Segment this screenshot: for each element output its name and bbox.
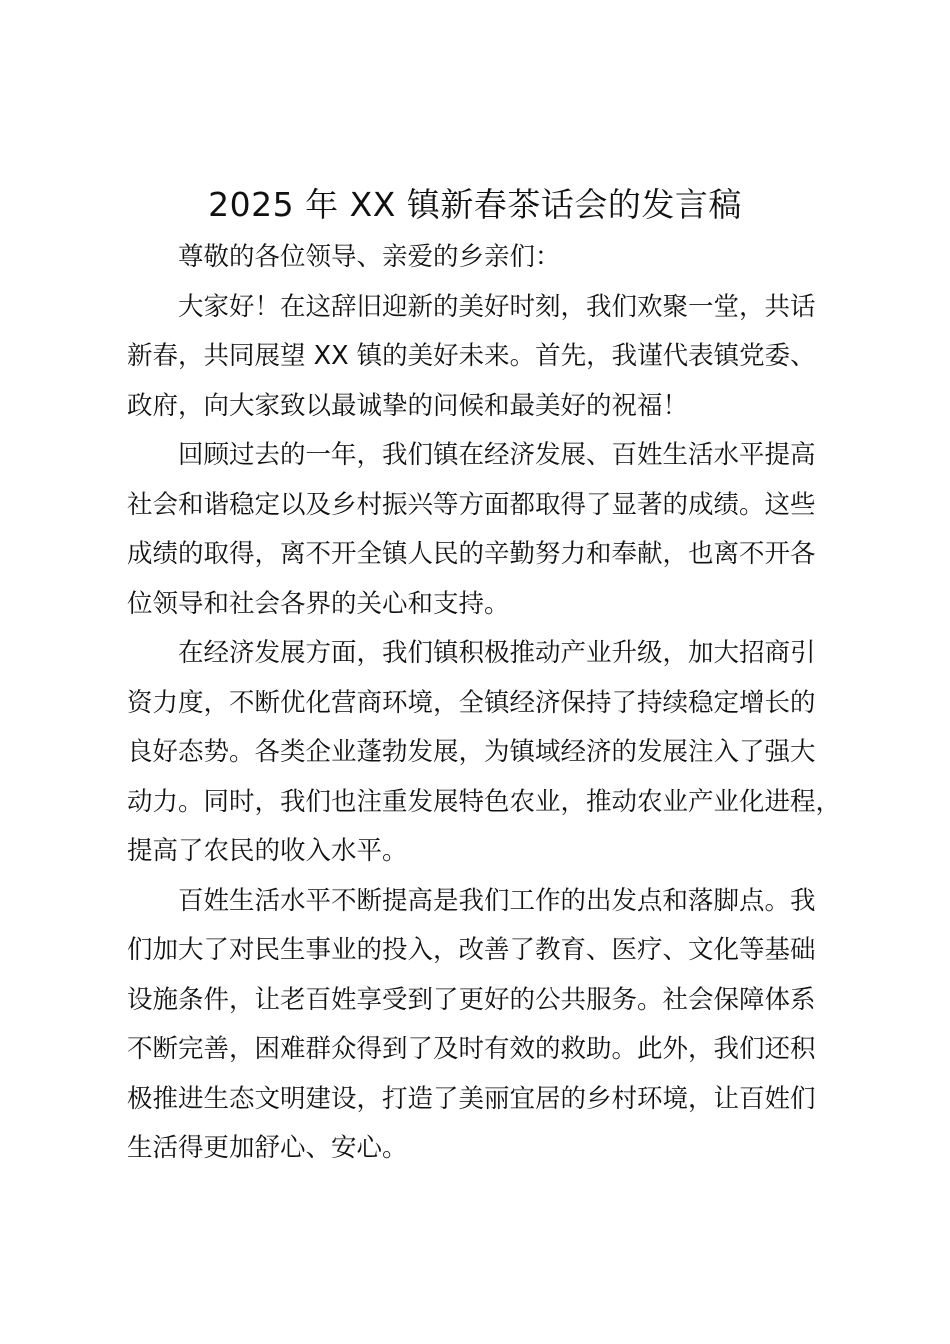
paragraph-salutation: [127, 233, 867, 283]
text-line: 尊敬的各位领导、亲爱的乡亲们：: [178, 242, 561, 272]
text-line: 政府，向大家致以最诚挚的问候和最美好的祝福！: [127, 390, 689, 421]
text-line: 百姓生活水平不断提高是我们工作的出发点和落脚点。我: [178, 885, 816, 916]
paragraph-livelihood: [127, 877, 867, 1174]
text-line: 位领导和社会各界的关心和支持。: [127, 588, 510, 619]
text-line: 新春，共同展望 XX 镇的美好未来。首先，我谨代表镇党委、: [127, 341, 816, 371]
text-line: 不断完善，困难群众得到了及时有效的救助。此外，我们还积: [127, 1034, 816, 1064]
text-line: 成绩的取得，离不开全镇人民的辛勤努力和奉献，也离不开各: [127, 539, 816, 569]
text-line: 们加大了对民生事业的投入，改善了教育、医疗、文化等基础: [127, 935, 816, 965]
text-line: 在经济发展方面，我们镇积极推动产业升级，加大招商引: [178, 638, 816, 668]
text-line: 动力。同时，我们也注重发展特色农业，推动农业产业化进程，: [127, 786, 842, 817]
document-body: [127, 233, 867, 1174]
text-line: 资力度，不断优化营商环境，全镇经济保持了持续稳定增长的: [127, 687, 816, 718]
text-line: 设施条件，让老百姓享受到了更好的公共服务。社会保障体系: [127, 984, 816, 1015]
text-line: 极推进生态文明建设，打造了美丽宜居的乡村环境，让百姓们: [127, 1083, 816, 1114]
paragraph-review: [127, 431, 867, 629]
text-line: 社会和谐稳定以及乡村振兴等方面都取得了显著的成绩。这些: [127, 489, 816, 520]
paragraph-economy: [127, 629, 867, 877]
text-line: 生活得更加舒心、安心。: [127, 1133, 408, 1163]
paragraph-greeting: [127, 283, 867, 432]
text-line: 大家好！在这辞旧迎新的美好时刻，我们欢聚一堂，共话: [178, 291, 816, 322]
text-line: 提高了农民的收入水平。: [127, 836, 408, 866]
text-line: 回顾过去的一年，我们镇在经济发展、百姓生活水平提高: [178, 440, 816, 470]
document-title: 2025 年 XX 镇新春茶话会的发言稿: [208, 185, 742, 224]
text-line: 良好态势。各类企业蓬勃发展，为镇域经济的发展注入了强大: [127, 737, 816, 767]
